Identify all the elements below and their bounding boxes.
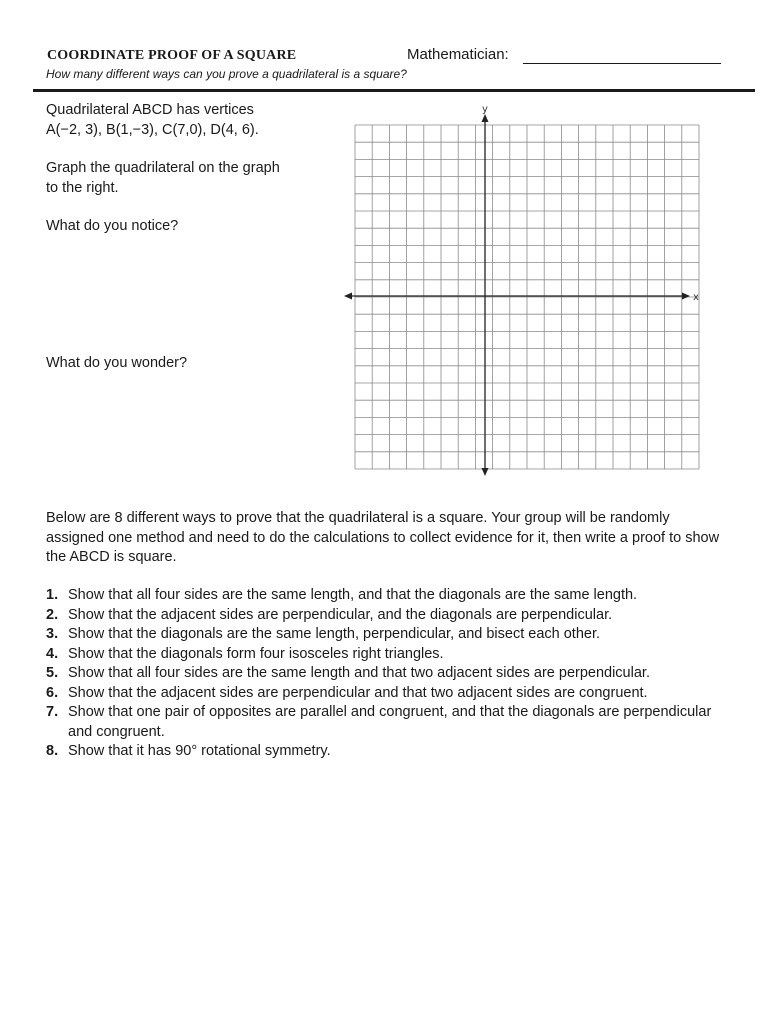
x-axis-right-arrow [682, 293, 690, 300]
x-axis-label: x [693, 292, 699, 303]
x-axis-left-arrow [344, 293, 352, 300]
method-number: 1. [46, 587, 59, 603]
method-number: 3. [46, 626, 59, 642]
method-text: Show that the adjacent sides are perpendicular, and the diagonals are perpendicular. [68, 606, 613, 623]
graph-instruction: Graph the quadrilateral on the graph to the right. [46, 160, 280, 196]
wonder-prompt: What do you wonder? [46, 355, 188, 371]
method-number: 6. [46, 684, 59, 701]
method-number: 7. [46, 704, 59, 720]
method-item [46, 645, 736, 665]
method-text: Show that one pair of opposites are parallel and congruent, and that the diagonals are perpendicular and congruent. [68, 704, 712, 740]
method-number: 8. [46, 743, 59, 759]
header-divider [33, 89, 755, 92]
method-number: 2. [46, 606, 59, 623]
y-axis-label: y [482, 104, 488, 115]
methods-intro: Below are 8 different ways to prove that the quadrilateral is a square. Your group will be randomly assigned one method and need to do the calculations to collect evidence for it, then write a proof to show the ABCD is square. [46, 510, 720, 565]
method-number: 4. [46, 645, 59, 662]
method-text: Show that all four sides are the same length, and that the diagonals are the same length. [68, 587, 638, 603]
problem-statement [46, 101, 326, 140]
problem-line-1: Quadrilateral ABCD has vertices [46, 102, 254, 118]
method-text: Show that all four sides are the same length and that two adjacent sides are perpendicular. [68, 665, 650, 681]
y-axis-down-arrow [482, 468, 489, 476]
coordinate-grid[interactable] [340, 100, 710, 480]
method-item [46, 664, 736, 684]
method-item [46, 625, 736, 645]
methods-list [46, 586, 736, 762]
mathematician-label: Mathematician: [407, 46, 509, 63]
method-text: Show that it has 90° rotational symmetry. [68, 743, 331, 759]
method-item [46, 742, 736, 762]
method-item [46, 703, 736, 742]
notice-prompt: What do you notice? [46, 218, 179, 234]
x-axis [344, 293, 690, 300]
method-item [46, 684, 736, 704]
mathematician-name-blank[interactable] [523, 63, 721, 64]
y-axis-up-arrow [482, 114, 489, 122]
method-number: 5. [46, 665, 59, 681]
method-text: Show that the diagonals form four isosceles right triangles. [68, 645, 444, 662]
method-item [46, 586, 736, 606]
method-text: Show that the diagonals are the same length, perpendicular, and bisect each other. [68, 626, 601, 642]
y-axis [482, 114, 489, 476]
worksheet-subtitle: How many different ways can you prove a quadrilateral is a square? [46, 67, 407, 81]
method-text: Show that the adjacent sides are perpendicular and that two adjacent sides are congruent. [68, 684, 648, 701]
method-item [46, 606, 736, 626]
problem-vertices: A(−2, 3), B(1,−3), C(7,0), D(4, 6). [46, 121, 259, 138]
grid-lines [355, 125, 699, 469]
worksheet-title: COORDINATE PROOF OF A SQUARE [47, 48, 297, 63]
